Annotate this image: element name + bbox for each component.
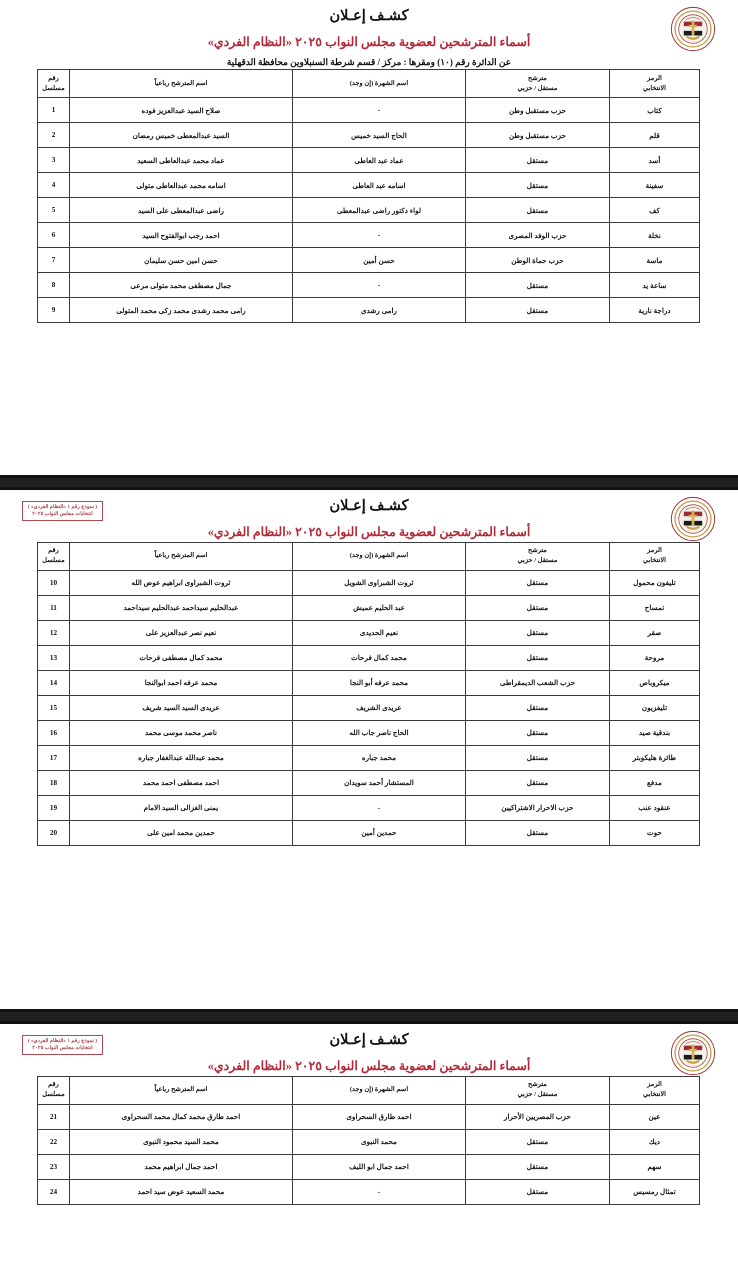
column-header-fame: اسم الشهرة (إن وجد) (293, 70, 466, 98)
table-wrapper (0, 1076, 738, 1205)
table-row (38, 273, 700, 298)
cell-symbol: أسد (610, 148, 700, 173)
cell-party: مستقل (466, 1179, 610, 1204)
table-row (38, 173, 700, 198)
column-header-seq-line1: رقم (48, 1081, 59, 1089)
column-header-party (466, 70, 610, 98)
cell-name: ثروت الشبراوى ابراهيم عوض الله (70, 570, 293, 595)
cell-fame: حمدين أمين (293, 820, 466, 845)
cell-symbol: مدفع (610, 770, 700, 795)
cell-name: اسامه محمد عبدالعاطى متولى (70, 173, 293, 198)
cell-symbol: صقر (610, 620, 700, 645)
cell-symbol: تليفون محمول (610, 570, 700, 595)
cell-seq: 16 (38, 720, 70, 745)
cell-fame: - (293, 795, 466, 820)
cell-symbol: مروحة (610, 645, 700, 670)
cell-fame: حسن أمين (293, 248, 466, 273)
candidates-table (37, 542, 700, 846)
cell-symbol: قلم (610, 123, 700, 148)
column-header-symbol-line2: الانتخابي (642, 84, 666, 92)
cell-seq: 11 (38, 595, 70, 620)
cell-fame: المستشار أحمد سويدان (293, 770, 466, 795)
column-header-party-line2: مستقل / حزبي (517, 1091, 558, 1098)
cell-fame: ثروت الشبراوى الشويل (293, 570, 466, 595)
cell-seq: 14 (38, 670, 70, 695)
cell-symbol: ميكروباص (610, 670, 700, 695)
table-row (38, 1179, 700, 1204)
cell-symbol: تمثال رمسيس (610, 1179, 700, 1204)
table-header-row (38, 70, 700, 98)
column-header-symbol-line2: الانتخابي (642, 1091, 666, 1098)
cell-party: حزب حماة الوطن (466, 248, 610, 273)
table-row (38, 695, 700, 720)
page-subtitle-red: أسماء المترشحين لعضوية مجلس النواب ٢٠٢٥ «النظام الفردي» (207, 524, 531, 539)
table-row (38, 770, 700, 795)
cell-seq: 9 (38, 298, 70, 323)
column-header-seq-line2: مسلسل (42, 84, 65, 92)
announcement-page (0, 487, 738, 1012)
constituency-line: عن الدائرة رقم (١٠) ومقرها : مركز / قسم شرطة السنبلاوين محافظة الدقهلية (226, 56, 512, 67)
table-row (38, 645, 700, 670)
page-title: كشـف إعـلان (329, 498, 409, 514)
cell-fame: رامى رشدى (293, 298, 466, 323)
cell-symbol: دراجة نارية (610, 298, 700, 323)
cell-party: مستقل (466, 820, 610, 845)
column-header-seq-line2: مسلسل (42, 1091, 65, 1098)
cell-symbol: نخلة (610, 223, 700, 248)
table-row (38, 148, 700, 173)
cell-fame: عماد عبد العاطى (293, 148, 466, 173)
cell-fame: احمد طارق السحراوى (293, 1104, 466, 1129)
column-header-symbol-line1: الرمز (647, 1081, 662, 1089)
cell-name: جمال مصطفى محمد متولى مرعى (70, 273, 293, 298)
cell-fame: محمد جباره (293, 745, 466, 770)
cell-seq: 4 (38, 173, 70, 198)
page-separator (0, 1012, 738, 1021)
cell-party: حزب مستقبل وطن (466, 123, 610, 148)
table-row (38, 620, 700, 645)
page-subtitle-red: أسماء المترشحين لعضوية مجلس النواب ٢٠٢٥ «النظام الفردي» (207, 34, 531, 49)
form-number-stamp (22, 501, 103, 521)
table-header-row (38, 1076, 700, 1104)
cell-party: مستقل (466, 595, 610, 620)
column-header-symbol-line1: الرمز (647, 74, 662, 82)
cell-name: محمد كمال مصطفى فرحات (70, 645, 293, 670)
table-row (38, 223, 700, 248)
table-row (38, 570, 700, 595)
page-title: كشـف إعـلان (329, 1032, 409, 1048)
cell-name: يمنى الغزالى السيد الامام (70, 795, 293, 820)
cell-name: حسن امين حسن سليمان (70, 248, 293, 273)
cell-party: مستقل (466, 173, 610, 198)
cell-name: احمد جمال ابراهيم محمد (70, 1154, 293, 1179)
cell-party: مستقل (466, 273, 610, 298)
form-stamp-line-2: انتخابات مجلس النواب ٢٠٢٥ (32, 1044, 93, 1051)
cell-name: محمد السعيد عوض سيد احمد (70, 1179, 293, 1204)
cell-symbol: كف (610, 198, 700, 223)
cell-fame: نعيم الحديدى (293, 620, 466, 645)
cell-party: مستقل (466, 1154, 610, 1179)
cell-name: محمد عبدالله عبدالغفار جباره (70, 745, 293, 770)
announcement-page (0, 0, 738, 478)
form-stamp-line-1: ( نموذج رقم ١ «النظام الفردي» ) (28, 504, 97, 510)
cell-fame: محمد عرفه أبو النجا (293, 670, 466, 695)
cell-name: رامى محمد رشدى محمد زكى محمد المتولى (70, 298, 293, 323)
table-row (38, 1129, 700, 1154)
column-header-party (466, 542, 610, 570)
cell-party: حزب الاحرار الاشتراكيين (466, 795, 610, 820)
table-wrapper (0, 542, 738, 846)
cell-party: حزب الشعب الديمقراطى (466, 670, 610, 695)
column-header-party-line1: مترشح (528, 74, 547, 82)
column-header-party-line1: مترشح (528, 547, 547, 555)
cell-fame: عبد الحليم عميش (293, 595, 466, 620)
cell-symbol: سهم (610, 1154, 700, 1179)
column-header-symbol (610, 70, 700, 98)
cell-symbol: حوت (610, 820, 700, 845)
cell-symbol: سفينة (610, 173, 700, 198)
cell-seq: 12 (38, 620, 70, 645)
column-header-seq-line1: رقم (48, 547, 59, 555)
header-block (0, 0, 738, 69)
column-header-party-line2: مستقل / حزبي (517, 557, 558, 564)
cell-fame: - (293, 98, 466, 123)
column-header-seq-line1: رقم (48, 74, 59, 82)
column-header-name: اسم المترشح رباعياً (70, 70, 293, 98)
table-row (38, 795, 700, 820)
cell-fame: محمد كمال فرحات (293, 645, 466, 670)
cell-name: احمد رجب ابوالفتوح السيد (70, 223, 293, 248)
cell-party: مستقل (466, 1129, 610, 1154)
cell-seq: 17 (38, 745, 70, 770)
egypt-national-elections-authority-emblem (670, 496, 716, 542)
cell-name: السيد عبدالمعطى خميس رمضان (70, 123, 293, 148)
column-header-symbol (610, 1076, 700, 1104)
column-header-symbol-line1: الرمز (647, 547, 662, 555)
cell-party: مستقل (466, 695, 610, 720)
cell-party: مستقل (466, 645, 610, 670)
cell-party: مستقل (466, 720, 610, 745)
column-header-symbol (610, 542, 700, 570)
cell-name: احمد مصطفى احمد محمد (70, 770, 293, 795)
header-block (0, 490, 738, 542)
table-row (38, 298, 700, 323)
column-header-seq (38, 70, 70, 98)
cell-name: حمدين محمد امين على (70, 820, 293, 845)
table-row (38, 1154, 700, 1179)
cell-party: مستقل (466, 570, 610, 595)
cell-seq: 24 (38, 1179, 70, 1204)
cell-party: مستقل (466, 148, 610, 173)
table-row (38, 720, 700, 745)
cell-party: مستقل (466, 620, 610, 645)
cell-seq: 15 (38, 695, 70, 720)
column-header-party-line1: مترشح (528, 1081, 547, 1089)
cell-name: نعيم نصر عبدالعزيز على (70, 620, 293, 645)
cell-name: عريدى السيد السيد شريف (70, 695, 293, 720)
cell-seq: 20 (38, 820, 70, 845)
cell-symbol: ديك (610, 1129, 700, 1154)
cell-seq: 6 (38, 223, 70, 248)
cell-name: عماد محمد عبدالعاطى السعيد (70, 148, 293, 173)
table-row (38, 820, 700, 845)
cell-party: مستقل (466, 198, 610, 223)
cell-symbol: طائرة هليكوبتر (610, 745, 700, 770)
cell-seq: 23 (38, 1154, 70, 1179)
cell-fame: - (293, 273, 466, 298)
cell-party: حزب الوفد المصرى (466, 223, 610, 248)
table-row (38, 670, 700, 695)
cell-fame: لواء دكتور راضى عبدالمعطى (293, 198, 466, 223)
column-header-symbol-line2: الانتخابي (642, 557, 666, 564)
cell-name: صلاح السيد عبدالعزيز فوده (70, 98, 293, 123)
table-wrapper (0, 69, 738, 323)
column-header-name: اسم المترشح رباعياً (70, 542, 293, 570)
table-row (38, 123, 700, 148)
candidates-table (37, 1076, 700, 1205)
column-header-name: اسم المترشح رباعياً (70, 1076, 293, 1104)
cell-seq: 10 (38, 570, 70, 595)
cell-fame: اسامه عبد العاطى (293, 173, 466, 198)
cell-seq: 18 (38, 770, 70, 795)
candidates-table (37, 69, 700, 323)
column-header-fame: اسم الشهرة (إن وجد) (293, 542, 466, 570)
cell-fame: - (293, 1179, 466, 1204)
form-stamp-line-1: ( نموذج رقم ١ «النظام الفردي» ) (28, 1038, 97, 1044)
cell-symbol: كتاب (610, 98, 700, 123)
cell-party: مستقل (466, 298, 610, 323)
cell-party: مستقل (466, 745, 610, 770)
cell-fame: عريدى الشريف (293, 695, 466, 720)
cell-seq: 1 (38, 98, 70, 123)
cell-symbol: تمساح (610, 595, 700, 620)
cell-name: محمد عرفه احمد ابوالنجا (70, 670, 293, 695)
cell-name: عبدالحليم سيداحمد عبدالحليم سيداحمد (70, 595, 293, 620)
egypt-national-elections-authority-emblem (670, 6, 716, 52)
table-row (38, 248, 700, 273)
cell-name: راضى عبدالمعطى على السيد (70, 198, 293, 223)
column-header-seq (38, 542, 70, 570)
cell-symbol: عنقود عنب (610, 795, 700, 820)
table-row (38, 98, 700, 123)
cell-fame: الحاج السيد خميس (293, 123, 466, 148)
cell-party: حزب المصريين الأحرار (466, 1104, 610, 1129)
egypt-national-elections-authority-emblem (670, 1030, 716, 1076)
cell-seq: 3 (38, 148, 70, 173)
cell-seq: 21 (38, 1104, 70, 1129)
table-row (38, 1104, 700, 1129)
column-header-seq-line2: مسلسل (42, 557, 65, 564)
cell-seq: 5 (38, 198, 70, 223)
cell-name: محمد السيد محمود النبوى (70, 1129, 293, 1154)
cell-seq: 13 (38, 645, 70, 670)
page-separator (0, 478, 738, 487)
column-header-fame: اسم الشهرة (إن وجد) (293, 1076, 466, 1104)
cell-symbol: عين (610, 1104, 700, 1129)
header-block (0, 1024, 738, 1076)
cell-seq: 7 (38, 248, 70, 273)
column-header-party-line2: مستقل / حزبي (517, 84, 558, 92)
cell-symbol: تليفزيون (610, 695, 700, 720)
table-row (38, 745, 700, 770)
cell-fame: الحاج ناصر جاب الله (293, 720, 466, 745)
cell-party: حزب مستقبل وطن (466, 98, 610, 123)
table-header-row (38, 542, 700, 570)
cell-fame: محمد النبوى (293, 1129, 466, 1154)
page-title: كشـف إعـلان (329, 8, 409, 24)
cell-seq: 2 (38, 123, 70, 148)
cell-seq: 8 (38, 273, 70, 298)
column-header-party (466, 1076, 610, 1104)
form-stamp-line-2: انتخابات مجلس النواب ٢٠٢٥ (32, 510, 93, 517)
cell-symbol: ماسة (610, 248, 700, 273)
cell-fame: احمد جمال ابو الليف (293, 1154, 466, 1179)
cell-party: مستقل (466, 770, 610, 795)
cell-fame: - (293, 223, 466, 248)
cell-symbol: بندقية صيد (610, 720, 700, 745)
announcement-page (0, 1021, 738, 1286)
form-number-stamp (22, 1035, 103, 1055)
table-row (38, 198, 700, 223)
cell-seq: 22 (38, 1129, 70, 1154)
cell-symbol: ساعة يد (610, 273, 700, 298)
table-row (38, 595, 700, 620)
cell-name: احمد طارق محمد كمال محمد السحراوى (70, 1104, 293, 1129)
column-header-seq (38, 1076, 70, 1104)
cell-seq: 19 (38, 795, 70, 820)
page-subtitle-red: أسماء المترشحين لعضوية مجلس النواب ٢٠٢٥ «النظام الفردي» (207, 1058, 531, 1073)
cell-name: ناصر محمد موسى محمد (70, 720, 293, 745)
